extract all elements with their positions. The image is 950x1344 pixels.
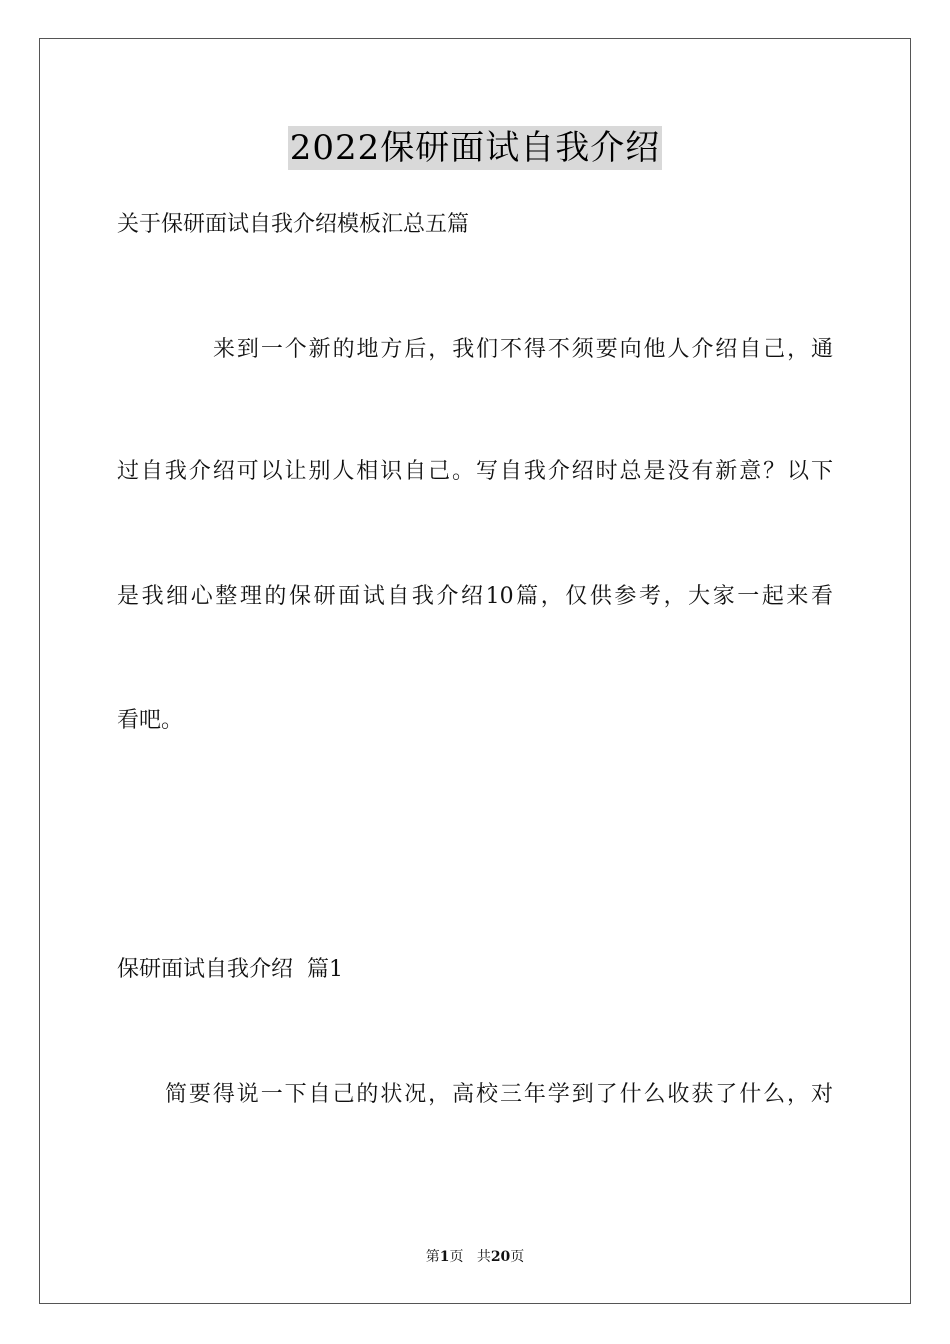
section-line-1: 简要得说一下自己的状况，高校三年学到了什么收获了什么，对 [165, 1082, 833, 1107]
document-title: 2022保研面试自我介绍 [289, 128, 661, 168]
footer-total-suffix: 页 [510, 1249, 525, 1265]
intro-line-3: 是我细心整理的保研面试自我介绍10篇，仅供参考，大家一起来看 [117, 584, 833, 609]
footer-total-prefix: 共 [476, 1249, 491, 1265]
document-subtitle: 关于保研面试自我介绍模板汇总五篇 [117, 212, 470, 237]
section-heading: 保研面试自我介绍 篇1 [117, 957, 343, 982]
title-container [0, 126, 950, 170]
footer-page-number: 1 [439, 1249, 450, 1265]
footer-total-pages: 20 [490, 1249, 511, 1265]
footer-page-suffix: 页 [449, 1249, 464, 1265]
footer-page-prefix: 第 [425, 1249, 440, 1265]
intro-line-4: 看吧。 [117, 708, 184, 733]
intro-line-1: 来到一个新的地方后，我们不得不须要向他人介绍自己，通 [213, 337, 833, 362]
page-footer [0, 1247, 950, 1267]
intro-line-2: 过自我介绍可以让别人相识自己。写自我介绍时总是没有新意？以下 [117, 459, 833, 484]
